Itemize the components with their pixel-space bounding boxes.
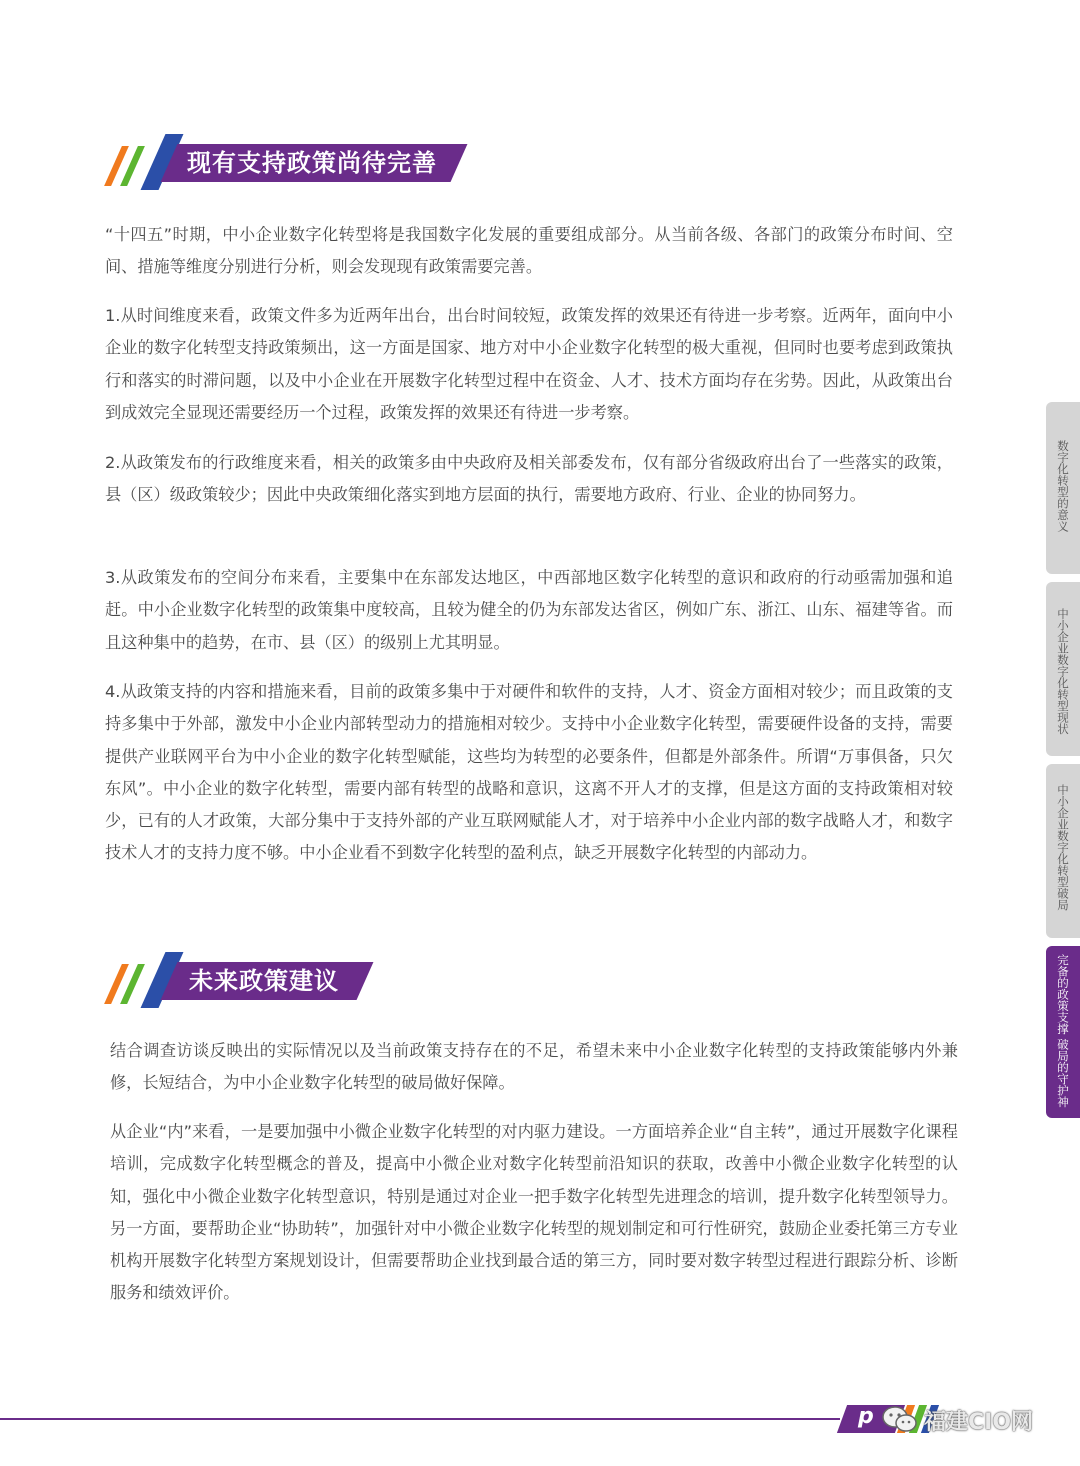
side-tab-label: 中小企业数字化转型破局: [1056, 784, 1070, 911]
wechat-icon: [880, 1404, 920, 1436]
section-title: 现有支持政策尚待完善: [187, 149, 437, 177]
side-tab-label: 数字化转型的意义: [1056, 440, 1070, 532]
section-banner: [105, 952, 385, 1008]
watermark: [880, 1400, 1033, 1440]
paragraph: 从企业“内”来看，一是要加强中小微企业数字化转型的对内驱力建设。一方面培养企业“自主转”，通过开展数字化课程培训，完成数字化转型概念的普及，提高中小微企业对数字化转型前沿知识的获取，改善中小微企业数字化转型的认知，强化中小微企业数字化转型意识，特别是通过对企业一把手数字化转型先进理念的培训，提升数字化转型领导力。另一方面，要帮助企业“协助转”，加强针对中小微企业数字化转型的规划制定和可行性研究，鼓励企业委托第三方专业机构开展数字化转型方案规划设计，但需要帮助企业找到最合适的第三方，同时要对数字转型过程进行跟踪分析、诊断服务和绩效评价。: [110, 1122, 958, 1303]
side-tab-status[interactable]: [1046, 582, 1080, 756]
side-tab-breakthrough[interactable]: [1046, 764, 1080, 938]
side-tab-label: 完备的政策支撑 破局的守护神: [1056, 954, 1070, 1108]
paragraph: 2.从政策发布的行政维度来看，相关的政策多由中央政府及相关部委发布，仅有部分省级政府出台了一些落实的政策，县（区）级政策较少；因此中央政策细化落实到地方层面的执行，需要地方政府、行业、企业的协同努力。: [105, 453, 953, 505]
paragraph: 4.从政策支持的内容和措施来看，目前的政策多集中于对硬件和软件的支持，人才、资金方面相对较少；而且政策的支持多集中于外部，激发中小企业内部转型动力的措施相对较少。支持中小企业数字化转型，需要硬件设备的支持，需要提供产业联网平台为中小企业的数字化转型赋能，这些均为转型的必要条件，但都是外部条件。所谓“万事俱备，只欠东风”。中小企业的数字化转型，需要内部有转型的战略和意识，这离不开人才的支撑，但是这方面的支持政策相对较少，已有的人才政策，大部分集中于支持外部的产业互联网赋能人才，对于培养中小企业内部的数字战略人才，和数字技术人才的支持力度不够。中小企业看不到数字化转型的盈利点，缺乏开展数字化转型的内部动力。: [105, 682, 953, 863]
side-tab-policy-support[interactable]: [1046, 946, 1080, 1118]
section-banner: [105, 134, 485, 190]
footer-rule: [0, 1418, 840, 1420]
page-letter: p: [858, 1404, 874, 1429]
paragraph: 3.从政策发布的空间分布来看，主要集中在东部发达地区，中西部地区数字化转型的意识和政府的行动亟需加强和追赶。中小企业数字化转型的政策集中度较高，且较为健全的仍为东部发达省区，例如广东、浙江、山东、福建等省。而且这种集中的趋势，在市、县（区）的级别上尤其明显。: [105, 568, 953, 652]
paragraph: 1.从时间维度来看，政策文件多为近两年出台，出台时间较短，政策发挥的效果还有待进一步考察。近两年，面向中小企业的数字化转型支持政策频出，这一方面是国家、地方对中小企业数字化转型的极大重视，但同时也要考虑到政策执行和落实的时滞问题，以及中小企业在开展数字化转型过程中在资金、人才、技术方面均存在劣势。因此，从政策出台到成效完全显现还需要经历一个过程，政策发挥的效果还有待进一步考察。: [105, 306, 953, 422]
side-tab-significance[interactable]: [1046, 402, 1080, 574]
paragraph: “十四五”时期，中小企业数字化转型将是我国数字化发展的重要组成部分。从当前各级、各部门的政策分布时间、空间、措施等维度分别进行分析，则会发现现有政策需要完善。: [105, 225, 953, 277]
watermark-text: 福建CIO网: [924, 1409, 1034, 1435]
side-tab-label: 中小企业数字化转型现状: [1056, 608, 1070, 735]
section-title: 未来政策建议: [189, 967, 339, 995]
paragraph: 结合调查访谈反映出的实际情况以及当前政策支持存在的不足，希望未来中小企业数字化转型的支持政策能够内外兼修，长短结合，为中小企业数字化转型的破局做好保障。: [110, 1041, 958, 1093]
